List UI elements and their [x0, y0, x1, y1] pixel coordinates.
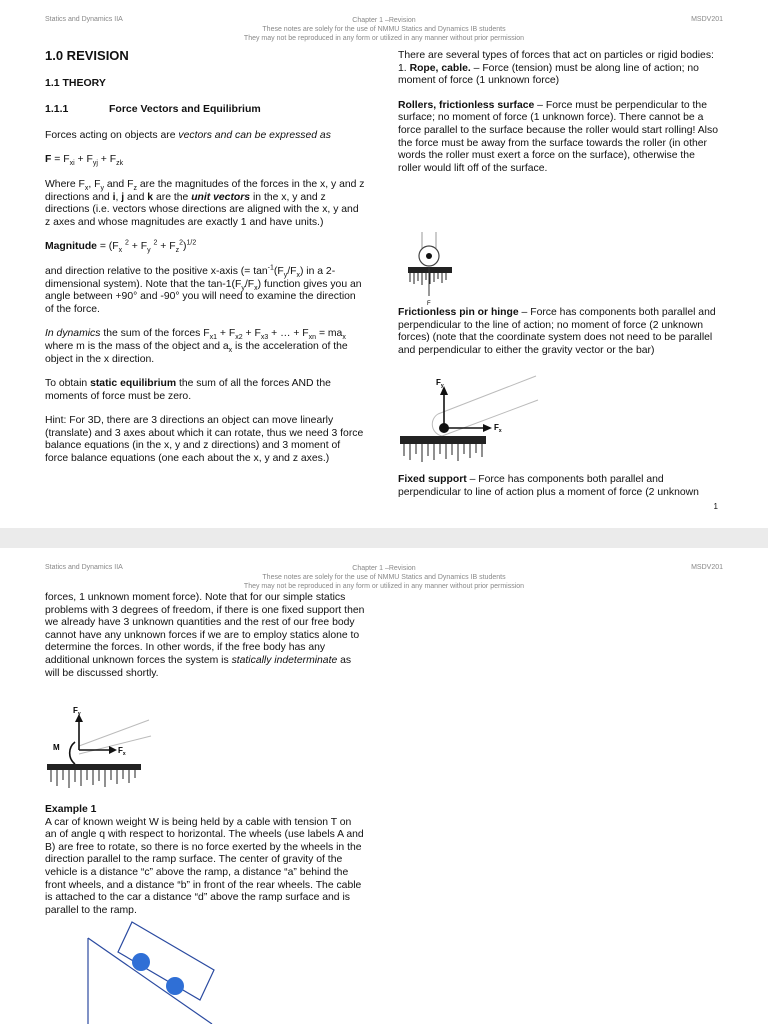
pin-bar-bottom [442, 400, 538, 436]
header-chapter: Chapter 1 –Revision [352, 17, 416, 24]
rope-text: – Force (tension) must be along line of action; no moment of force (1 unknown force) [398, 62, 699, 87]
roller-paragraph [398, 100, 718, 176]
example-paragraph: A car of known weight W is being held by a cable with tension T on an of angle q with respect to horizontal. The wheels (use labels A and B) are free to rotate, so there is no force exerted by the wheels in the direction parallel to the ramp surface. The center of gravity of the vehicle is a distance “c” above the ramp, a distance “a” behind the front wheels, and a distance “b” in front of the rear wheels. The cable is attached to the car a distance “d” above the ramp surface and is parallel to the ramp. [45, 816, 364, 916]
continued-paragraph [45, 592, 365, 680]
pin-block [398, 307, 718, 369]
roller-force-label: F [427, 301, 431, 307]
direction-paragraph: and direction relative to the positive x-axis (= $\tan^{-1}(F_y/F_x)$ in a 2-dimensional system). Note that the $\tan-1(F_y/F_x)$ function gives you an angle between +90° and -90° you will need to examine the direction of the force. [45, 264, 362, 315]
fixed-fy-label: $F_y$ [73, 706, 81, 717]
roller-title: Rollers, frictionless surface [398, 99, 535, 111]
where-paragraph: Where $F_x$, $F_y$ and $F_z$ are the magnitudes of the forces in the x, y and z directions and i, j and k are the unit vectors in the x, y and z directions (i.e. vectors whose directions are aligned with the x, y and z axes and whose magnitudes are exactly 1 and have units.) [45, 178, 365, 228]
intro-text: Forces acting on objects are [45, 129, 179, 141]
rope-paragraph [398, 63, 718, 88]
pin-ground-hatch [404, 444, 482, 462]
static-text-a: To obtain [45, 378, 91, 390]
pin-title: Frictionless pin or hinge [398, 307, 519, 318]
magnitude-label: Magnitude [45, 241, 97, 253]
car-ramp-diagram [80, 920, 230, 1024]
pin-fx-label: $F_x$ [494, 423, 502, 434]
example-title: Example 1 [45, 804, 97, 815]
header-code: MSDV201 [691, 16, 723, 23]
fixed-bar-top [79, 720, 149, 746]
pin-bar-top [438, 376, 536, 414]
pin-fy-label: $F_y$ [436, 378, 444, 389]
pin-diagram [398, 374, 540, 470]
roller-diagram [402, 232, 462, 308]
header-notice-1-2: These notes are solely for the use of NMMU Statics and Dynamics IB students [262, 574, 506, 581]
header-notice-2-2: They may not be reproduced in any form or utilized in any manner without prior permission [243, 583, 525, 590]
fixed-title: Fixed support [398, 474, 467, 485]
wheel-b [166, 977, 184, 995]
header-course: Statics and Dynamics IIA [45, 16, 123, 23]
static-text-c: the sum of all the forces AND the moments of force must be zero. [45, 378, 331, 402]
pin-text: – Force has components both parallel and perpendicular to the line of action; no moment of force (2 unknown forces) (note that the coordinate system does not need to be parallel and perpendicular to either the gravity vector or the bar) [398, 307, 716, 356]
fixed-fx-arrowhead [109, 746, 117, 754]
intro-italic: vectors and can be expressed as [178, 129, 331, 141]
rope-title: Rope, cable. [409, 62, 471, 74]
force-equation: $F = F_{xi} + F_{yj} + F_{zk}$ [45, 154, 124, 168]
roller-axle [426, 253, 432, 259]
theory-heading: 1.1 THEORY [45, 76, 106, 89]
continued-end: as will be discussed shortly. [45, 654, 352, 679]
document-page-2 [0, 548, 768, 1024]
header-center-2 [45, 564, 723, 591]
dynamics-paragraph: In dynamics the sum of the forces $F_{x1} + F_{x2} + F_{x3}$ + … + $F_{xn} = ma_x$ where m is the mass of the object and $a_x$ is the acceleration of the object in the x direction. [45, 328, 348, 365]
roller-ground-hatch [410, 273, 446, 285]
fixed-text: – Force has components both parallel and perpendicular to line of action plus a moment of force (2 unknown [398, 474, 699, 498]
header-notice-1: These notes are solely for the use of NMMU Statics and Dynamics IB students [262, 26, 506, 33]
fixed-block [398, 474, 718, 511]
static-bold: static equilibrium [90, 378, 177, 390]
fixed-moment-arrow [70, 742, 75, 764]
left-column [45, 50, 365, 478]
subsection-number: 1.1.1 [45, 103, 69, 116]
continued-block [45, 592, 365, 692]
static-paragraph [45, 378, 365, 403]
magnitude-equation: Magnitude = ($F_x$ $^2 + F_y$ $^2 + F_z^2)^{1/2}$ [45, 239, 197, 255]
roller-text: – Force must be perpendicular to the surface; no moment of force (1 unknown force). There cannot be a force parallel to the surface because the roller would start rolling! Also the force must be away from the surface towards the roller (in other words the roller must exert a force on the surface), otherwise the roller would lift off of the surface. [398, 99, 718, 174]
pin-fx-arrowhead [483, 424, 492, 432]
fixed-support-diagram [45, 706, 155, 792]
header-notice-2: They may not be reproduced in any form or utilized in any manner without prior permission [243, 35, 525, 42]
fixed-bar-bottom [79, 736, 151, 754]
roller-ground [408, 267, 452, 273]
rope-number: 1. [398, 62, 410, 74]
support-types-intro: There are several types of forces that act on particles or rigid bodies: [398, 50, 714, 61]
fixed-fx-label: $F_x$ [118, 746, 126, 757]
header-code-2: MSDV201 [691, 564, 723, 571]
continued-text: forces, 1 unknown moment force). Note that for our simple statics problems with 3 degrees of freedom, if there is one fixed support then we already have 3 unknown quantities and the rest of our free body cannot have any unknown forces if we are to employ statics alone to determine the forces. In other words, if the free body has any additional unknown forces the system is [45, 592, 365, 666]
dynamics-italic: In dynamics [45, 328, 101, 340]
fixed-ground-hatch [51, 770, 135, 788]
page-number: 1 [713, 502, 718, 511]
subsection-title: Force Vectors and Equilibrium [109, 103, 261, 116]
subsection-heading [45, 103, 365, 116]
header-chapter-2: Chapter 1 –Revision [352, 565, 416, 572]
section-heading: 1.0 REVISION [45, 48, 129, 63]
header-center [45, 16, 723, 43]
fixed-moment-label: M [53, 743, 60, 752]
indeterminate-italic: statically indeterminate [231, 654, 338, 666]
example-block [45, 804, 365, 929]
fixed-paragraph [398, 474, 718, 499]
intro-paragraph [45, 130, 365, 143]
right-column [398, 50, 718, 187]
hint-paragraph: Hint: For 3D, there are 3 directions an object can move linearly (translate) and 3 axes about which it can rotate, thus we need 3 force balance equations (in the x, y and z directions) and 3 moment of force balance equations (one each about the x, y and z axes.) [45, 415, 364, 465]
page-header [45, 16, 723, 50]
header-course-2: Statics and Dynamics IIA [45, 564, 123, 571]
pin-ground [400, 436, 486, 444]
wheel-a [132, 953, 150, 971]
fixed-ground [47, 764, 141, 770]
pin-paragraph [398, 307, 718, 357]
